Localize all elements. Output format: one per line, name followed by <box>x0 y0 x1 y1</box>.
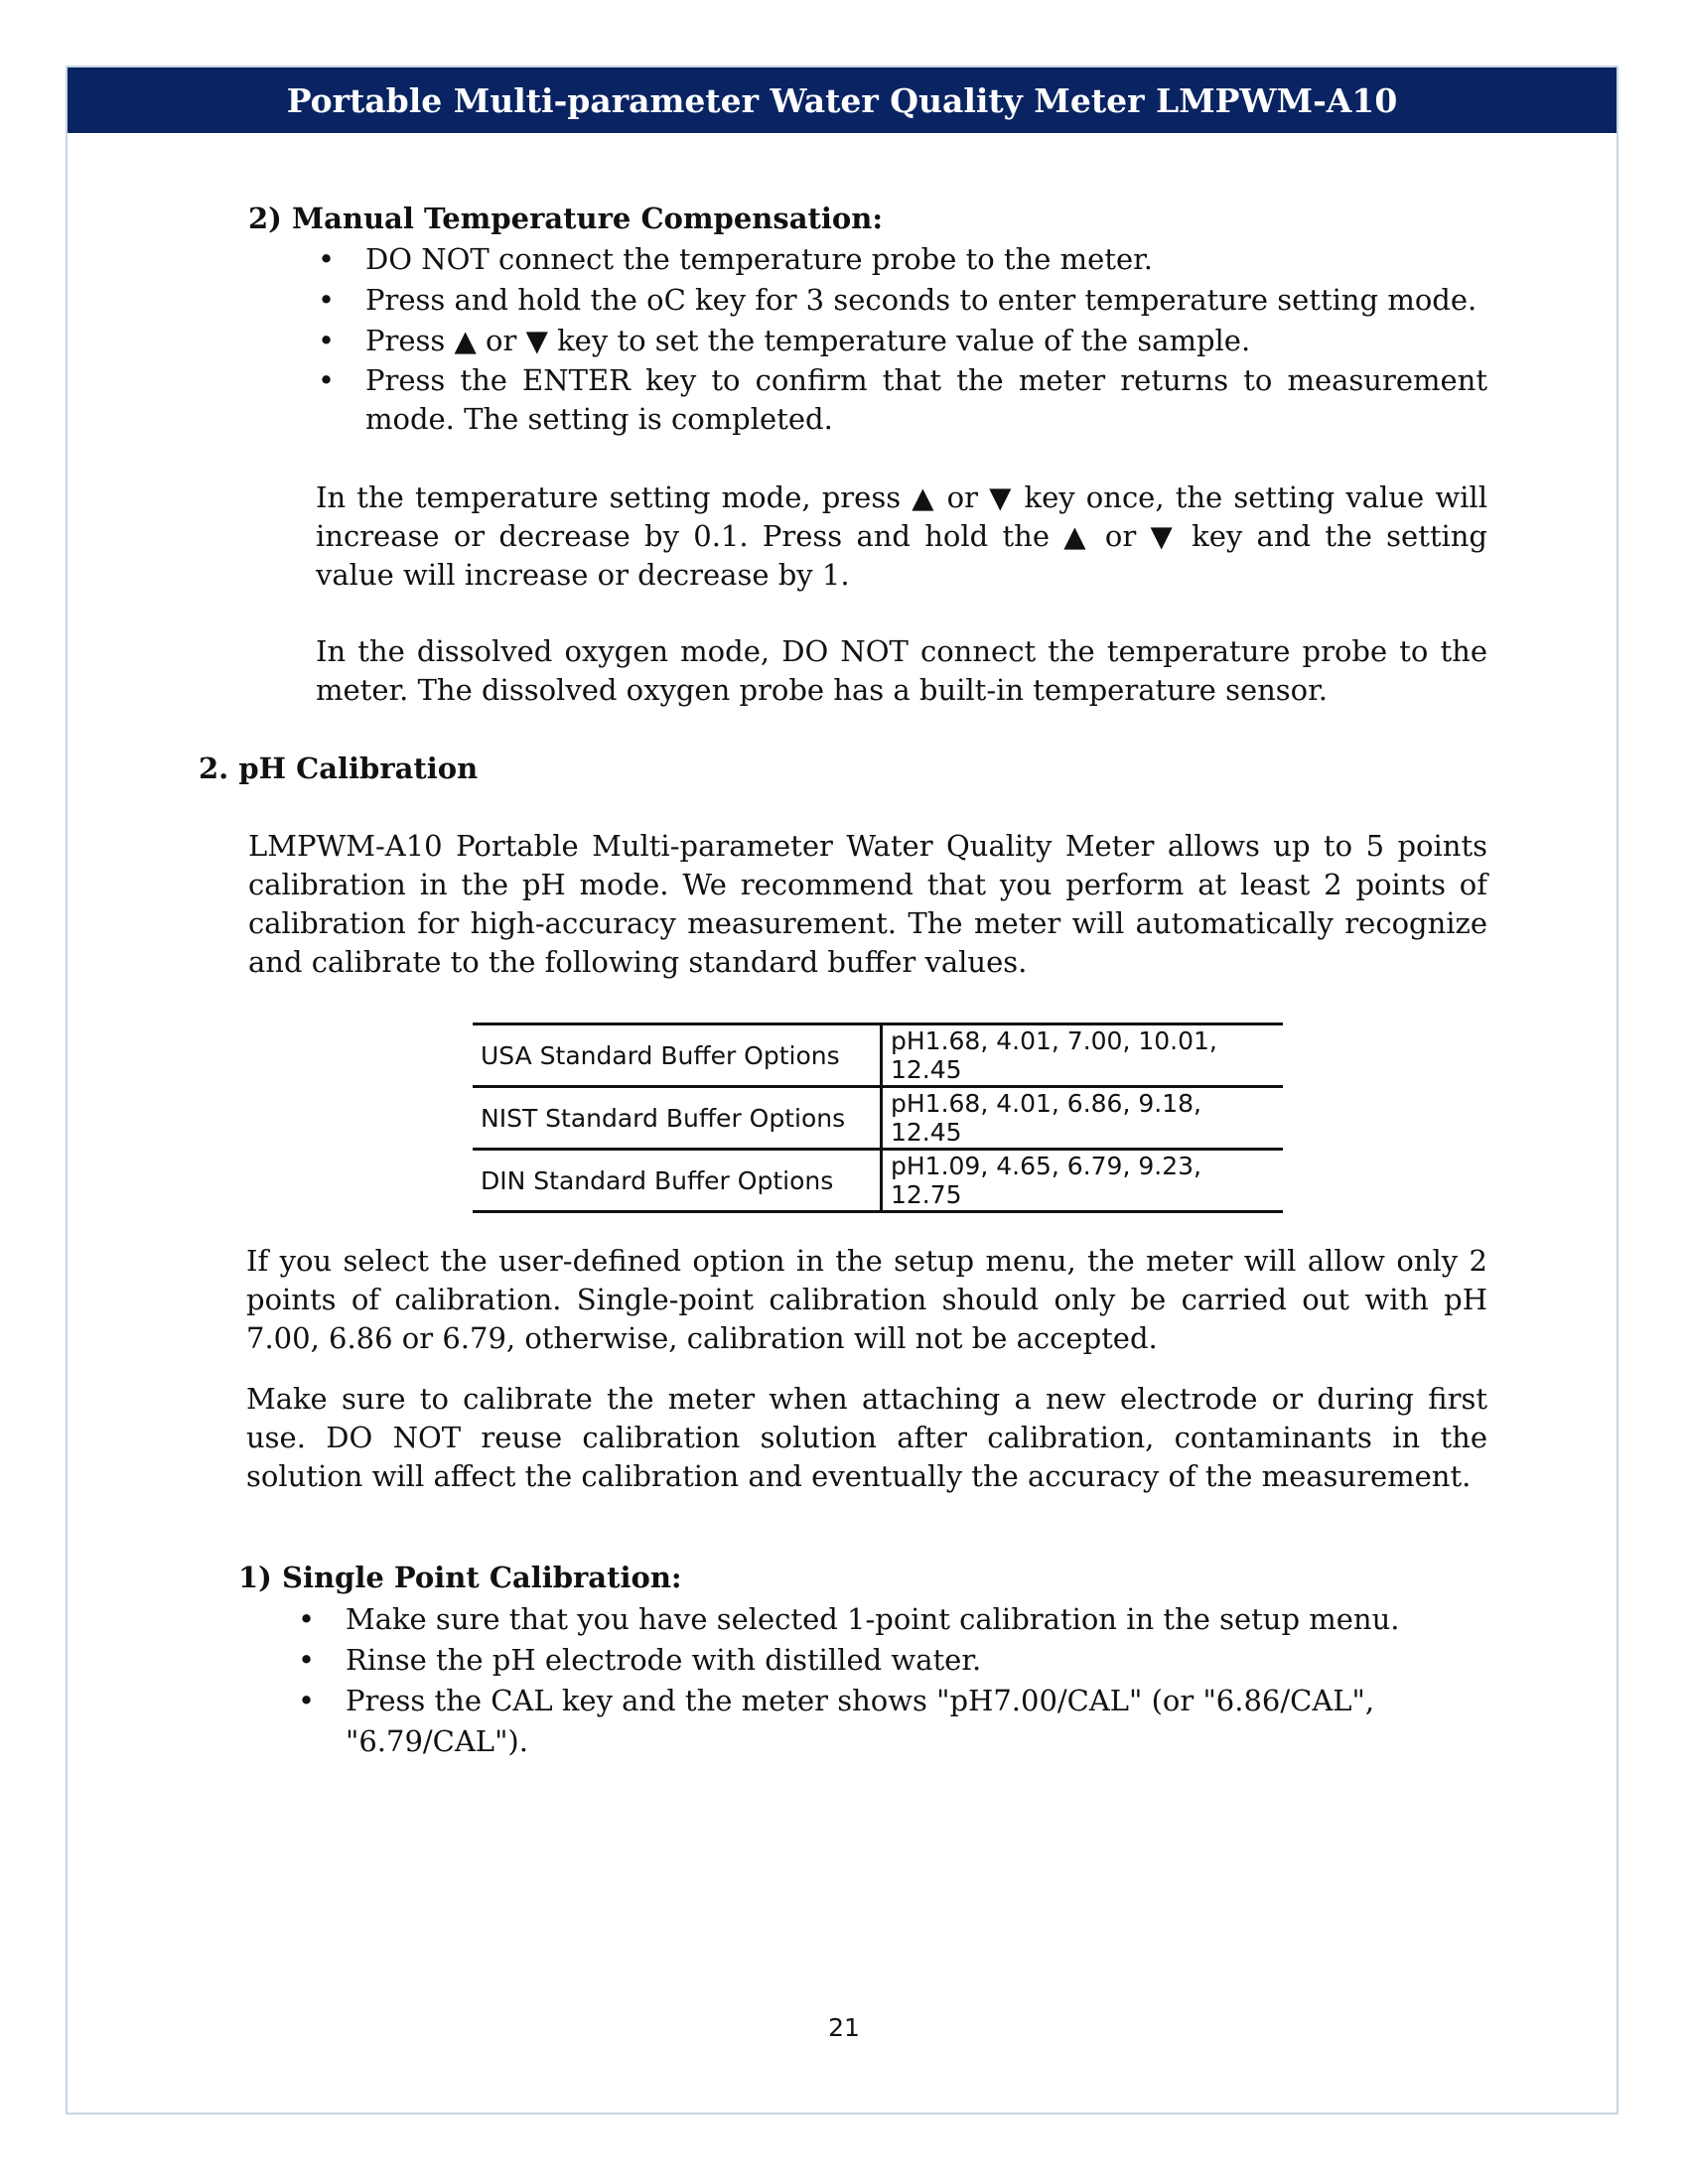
temp-setting-paragraph: In the temperature setting mode, press ▲ or ▼ key once, the setting value will increase or decrease by 0.1. Press and hold the ▲ or ▼ key and the setting value will increase or decrease by 1. <box>316 480 1487 592</box>
bullet-icon: • <box>318 242 336 276</box>
user-defined-paragraph: If you select the user-defined option in the setup menu, the meter will allow only 2 points of calibration. Single-point calibration should only be carried out with pH 7.00, 6.86 or 6.79, otherwise, calibration will not be accepted. <box>246 1244 1487 1355</box>
ph-calibration-heading: 2. pH Calibration <box>199 751 479 785</box>
buffer-option-values: pH1.09, 4.65, 6.79, 9.23, 12.75 <box>882 1150 1284 1212</box>
document-title: Portable Multi-parameter Water Quality Meter LMPWM-A10 <box>286 80 1398 120</box>
buffer-option-values: pH1.68, 4.01, 6.86, 9.18, 12.45 <box>882 1087 1284 1150</box>
list-item: • Press and hold the oC key for 3 seconds to enter temperature setting mode. <box>365 280 1487 321</box>
ph-calibration-intro: LMPWM-A10 Portable Multi-parameter Water Quality Meter allows up to 5 points calibration in the pH mode. We recommend that you perform at least 2 points of calibration for high-accuracy measurement. The meter will automatically recognize and calibrate to the following standard buffer values. <box>248 829 1487 979</box>
bullet-icon: • <box>298 1602 316 1636</box>
buffer-option-name: NIST Standard Buffer Options <box>473 1087 882 1150</box>
list-item: • Rinse the pH electrode with distilled water. <box>346 1640 1497 1681</box>
bullet-icon: • <box>298 1684 316 1717</box>
buffer-option-name: USA Standard Buffer Options <box>473 1024 882 1087</box>
header-bar <box>68 68 1617 133</box>
table-row <box>473 1087 1283 1150</box>
calibration-advice-paragraph: Make sure to calibrate the meter when attaching a new electrode or during first use. DO NOT reuse calibration solution after calibration, contaminants in the solution will affect the calibration and eventually the accuracy of the measurement. <box>246 1382 1487 1493</box>
list-item: • Press the CAL key and the meter shows "pH7.00/CAL" (or "6.86/CAL", "6.79/CAL"). <box>346 1681 1497 1762</box>
manual-temp-heading: 2) Manual Temperature Compensation: <box>248 202 884 235</box>
bullet-icon: • <box>318 363 336 397</box>
list-item: • DO NOT connect the temperature probe to the meter. <box>365 239 1487 280</box>
bullet-icon: • <box>298 1643 316 1677</box>
bullet-icon: • <box>318 283 336 317</box>
bullet-icon: • <box>318 324 336 357</box>
list-item: • Press ▲ or ▼ key to set the temperature value of the sample. <box>365 321 1487 361</box>
dissolved-oxygen-paragraph: In the dissolved oxygen mode, DO NOT connect the temperature probe to the meter. The dissolved oxygen probe has a built-in temperature sensor. <box>316 634 1487 707</box>
buffer-option-name: DIN Standard Buffer Options <box>473 1150 882 1212</box>
buffer-option-values: pH1.68, 4.01, 7.00, 10.01, 12.45 <box>882 1024 1284 1087</box>
manual-temp-bullets <box>318 239 1487 439</box>
page-number: 21 <box>828 2013 860 2042</box>
list-item: • Press the ENTER key to confirm that the meter returns to measurement mode. The setting is completed. <box>318 363 1487 436</box>
list-item: • Make sure that you have selected 1-point calibration in the setup menu. <box>346 1599 1497 1640</box>
single-point-heading: 1) Single Point Calibration: <box>238 1561 682 1594</box>
table-row <box>473 1024 1283 1087</box>
single-point-bullets <box>298 1599 1497 1762</box>
buffer-options-table <box>473 1023 1283 1213</box>
table-row <box>473 1150 1283 1212</box>
